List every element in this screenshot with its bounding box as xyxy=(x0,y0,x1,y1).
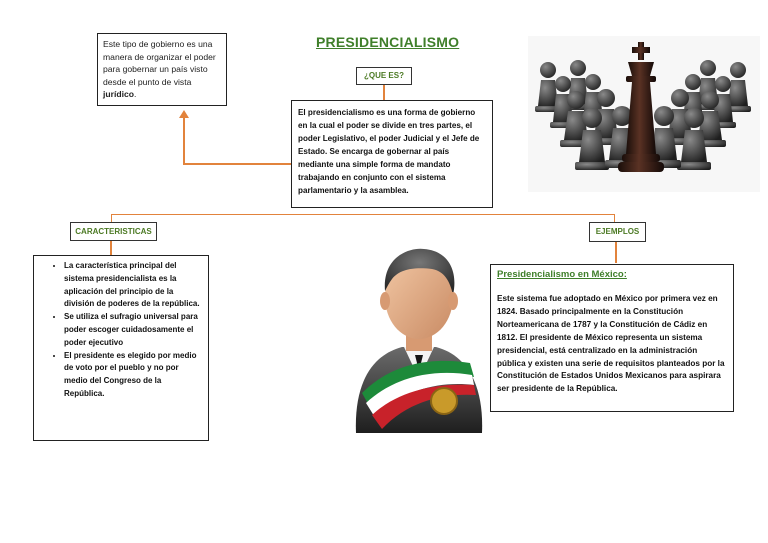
connector-line xyxy=(614,214,615,222)
connector-line xyxy=(383,85,385,100)
divider-line xyxy=(111,214,614,215)
ejemplos-heading: Presidencialismo en México: xyxy=(497,269,627,280)
connector-line xyxy=(183,117,185,165)
connector-line xyxy=(111,214,112,222)
connector-line xyxy=(110,241,112,256)
definition-note-box xyxy=(97,33,227,106)
list-item: • Se utiliza el sufragio universal para poder escoger cuidadosamente el poder ejecutivo xyxy=(64,311,204,349)
que-es-label: ¿QUE ES? xyxy=(356,67,412,85)
caracteristicas-label: CARACTERISTICAS xyxy=(70,222,157,241)
connector-line xyxy=(183,163,293,165)
ejemplos-label: EJEMPLOS xyxy=(589,222,646,242)
list-item: • La característica principal del sistema presidencialista es la aplicación del principio de la división de poderes de la república. xyxy=(64,260,204,311)
arrow-up-icon xyxy=(179,110,189,118)
ejemplos-text: Este sistema fue adoptado en México por primera vez en 1824. Basado principalmente en la Constitución Norteamericana de 1787 y la Constitución de Cádiz en 1812. El presidente de México representa un sistema presidencial, está centralizado en la administración pública y existen una serie de requisitos planteados por la Constitución de Estados Unidos Mexicanos para aspirara ser presidente de la República. xyxy=(497,294,725,394)
connector-line xyxy=(615,242,617,263)
ejemplos-box xyxy=(490,264,734,412)
page-title: PRESIDENCIALISMO xyxy=(316,34,460,50)
caracteristicas-list xyxy=(34,260,204,401)
caracteristicas-box xyxy=(33,255,209,441)
que-es-text: El presidencialismo es una forma de gobierno en la cual el poder se divide en tres partes, el poder Legislativo, el poder Judicial y el Jefe de Estado. Se encarga de gobernar al país mediante una simple forma de mandato trabajando en conjunto con el sistema parlamentario y la asamblea. xyxy=(298,108,480,195)
president-avatar-illustration xyxy=(352,243,486,433)
que-es-box xyxy=(291,100,493,208)
definition-note-text: Este tipo de gobierno es una manera de organizar el poder para gobernar un país visto desde el punto de vista jurídico. xyxy=(103,39,216,100)
chess-king-pawns-illustration xyxy=(528,36,760,192)
list-item: • El presidente es elegido por medio de voto por el pueblo y no por medio del Congreso de la República. xyxy=(64,350,204,401)
